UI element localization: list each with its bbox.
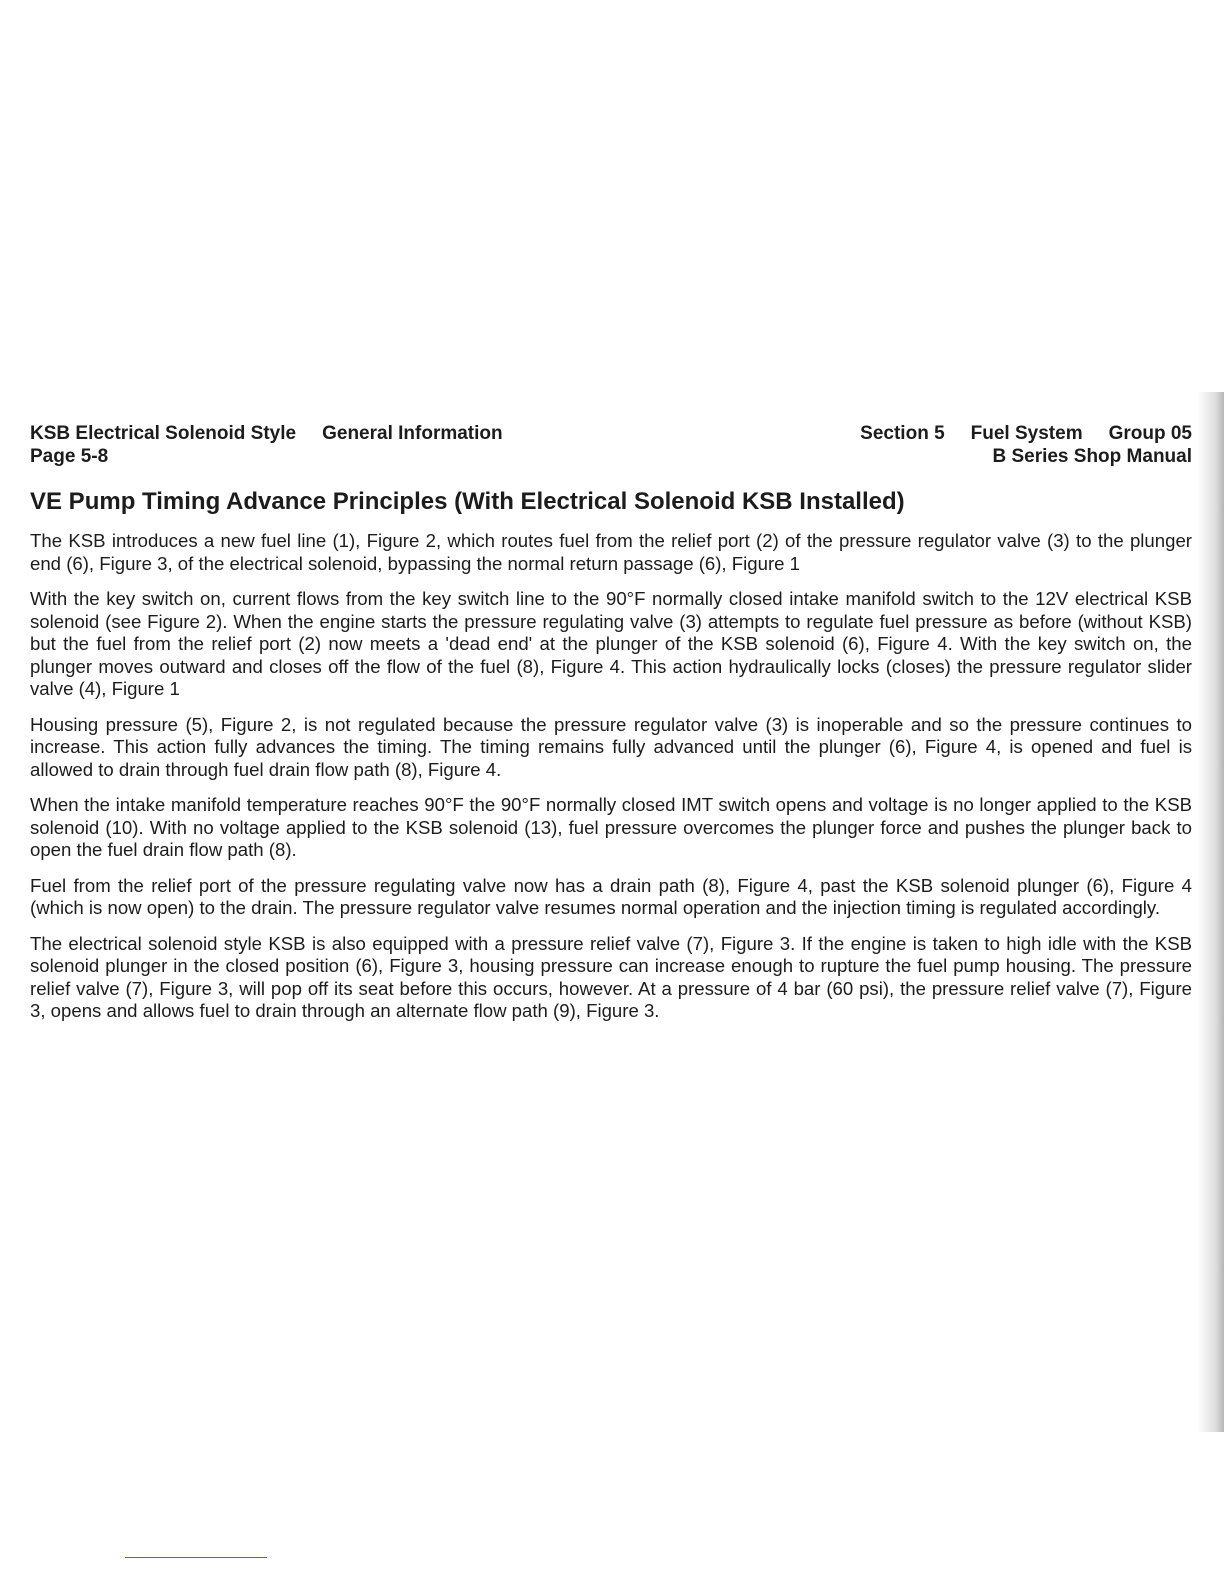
paragraph: The KSB introduces a new fuel line (1), Figure 2, which routes fuel from the relief port (2) of the pressure regulator valve (3) to the plunger end (6), Figure 3, of the electrical solenoid, bypassing the normal return passage (6), Figure 1 [30, 530, 1192, 574]
body-text [30, 530, 1192, 1036]
page-header [30, 422, 1192, 472]
header-section: Section 5 [860, 423, 945, 444]
paragraph: Fuel from the relief port of the pressure regulating valve now has a drain path (8), Figure 4, past the KSB solenoid plunger (6), Figure 4 (which is now open) to the drain. The pressure regulator valve resumes normal operation and the injection timing is regulated accordingly. [30, 874, 1192, 918]
page-edge-shadow [1198, 392, 1224, 1432]
header-info-type: General Information [322, 423, 503, 444]
paragraph: With the key switch on, current flows from the key switch line to the 90°F normally closed intake manifold switch to the 12V electrical KSB solenoid (see Figure 2). When the engine starts the pressure regulating valve (3) attempts to regulate fuel pressure as before (without KSB) but the fuel from the relief port (2) now meets a 'dead end' at the plunger of the KSB solenoid (6), Figure 4. With the key switch on, the plunger moves outward and closes off the flow of the fuel (8), Figure 4. This action hydraulically locks (closes) the pressure regulator slider valve (4), Figure 1 [30, 588, 1192, 699]
paragraph: The electrical solenoid style KSB is also equipped with a pressure relief valve (7), Figure 3. If the engine is taken to high idle with the KSB solenoid plunger in the closed position (6), Figure 3, housing pressure can increase enough to rupture the fuel pump housing. The pressure relief valve (7), Figure 3, will pop off its seat before this occurs, however. At a pressure of 4 bar (60 psi), the pressure relief valve (7), Figure 3, opens and allows fuel to drain through an alternate flow path (9), Figure 3. [30, 932, 1192, 1021]
header-document-style: KSB Electrical Solenoid Style [30, 423, 297, 444]
header-system: Fuel System [970, 423, 1083, 444]
header-right-line1 [860, 422, 1192, 445]
header-right [860, 422, 1192, 468]
header-left [30, 422, 503, 468]
header-page-number: Page 5-8 [30, 446, 109, 467]
page-title: VE Pump Timing Advance Principles (With Electrical Solenoid KSB Installed) [30, 488, 905, 515]
paragraph: When the intake manifold temperature reaches 90°F the 90°F normally closed IMT switch opens and voltage is no longer applied to the KSB solenoid (10). With no voltage applied to the KSB solenoid (13), fuel pressure overcomes the plunger force and pushes the plunger back to open the fuel drain flow path (8). [30, 794, 1192, 860]
bottom-underline-artifact [125, 1557, 267, 1558]
header-group: Group 05 [1108, 423, 1192, 444]
header-left-line1 [30, 422, 503, 445]
paragraph: Housing pressure (5), Figure 2, is not regulated because the pressure regulator valve (3) is inoperable and so the pressure continues to increase. This action fully advances the timing. The timing remains fully advanced until the plunger (6), Figure 4, is opened and fuel is allowed to drain through fuel drain flow path (8), Figure 4. [30, 713, 1192, 780]
header-manual-name: B Series Shop Manual [992, 446, 1192, 467]
